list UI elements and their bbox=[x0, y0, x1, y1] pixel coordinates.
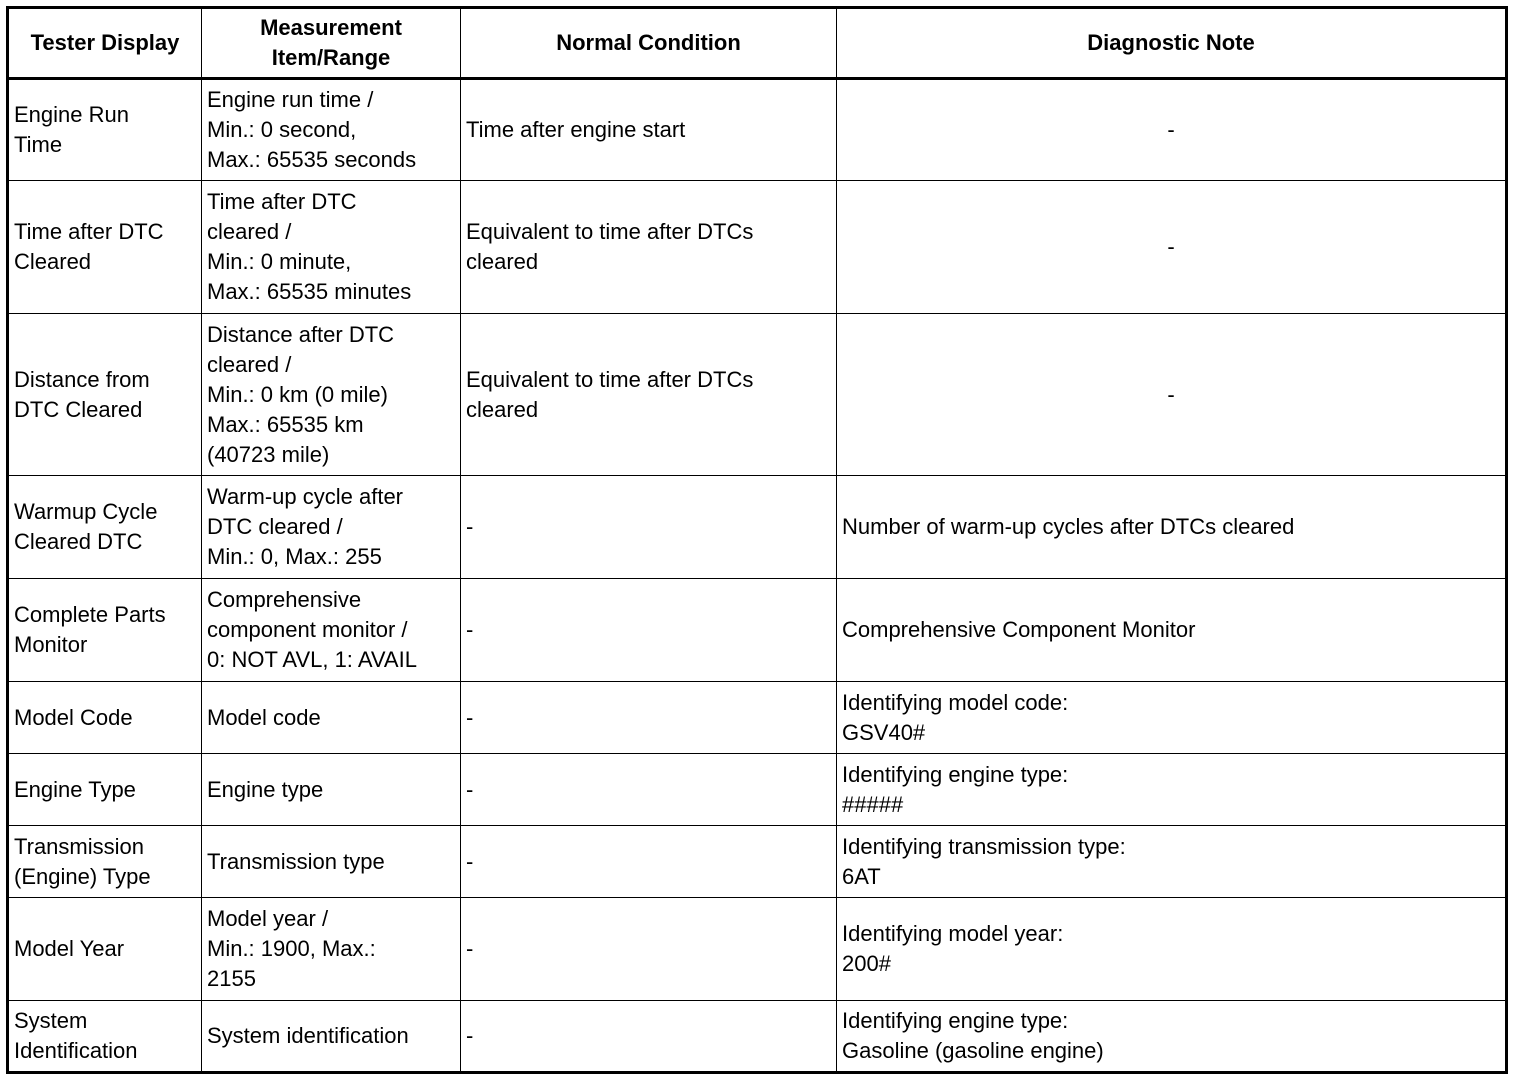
cell-tester-display: Warmup Cycle Cleared DTC bbox=[8, 476, 202, 579]
cell-normal-condition: - bbox=[461, 826, 837, 898]
cell-normal-condition: Equivalent to time after DTCs cleared bbox=[461, 181, 837, 314]
table-row bbox=[8, 181, 1507, 314]
table-row bbox=[8, 1001, 1507, 1073]
header-normal-condition: Normal Condition bbox=[461, 8, 837, 79]
header-measurement-item-range: Measurement Item/Range bbox=[202, 8, 461, 79]
cell-normal-condition: - bbox=[461, 754, 837, 826]
cell-tester-display: Time after DTC Cleared bbox=[8, 181, 202, 314]
cell-measurement: Distance after DTC cleared / Min.: 0 km (0 mile) Max.: 65535 km (40723 mile) bbox=[202, 314, 461, 476]
cell-tester-display: Model Code bbox=[8, 682, 202, 754]
cell-diagnostic-note: Identifying model code: GSV40# bbox=[837, 682, 1507, 754]
cell-measurement: Time after DTC cleared / Min.: 0 minute, Max.: 65535 minutes bbox=[202, 181, 461, 314]
cell-measurement: Engine type bbox=[202, 754, 461, 826]
table-row bbox=[8, 754, 1507, 826]
cell-normal-condition: - bbox=[461, 476, 837, 579]
header-row bbox=[8, 8, 1507, 79]
table-header bbox=[8, 8, 1507, 79]
cell-diagnostic-note: Number of warm-up cycles after DTCs cleared bbox=[837, 476, 1507, 579]
cell-tester-display: Complete Parts Monitor bbox=[8, 579, 202, 682]
cell-normal-condition: - bbox=[461, 898, 837, 1001]
cell-measurement: Comprehensive component monitor / 0: NOT AVL, 1: AVAIL bbox=[202, 579, 461, 682]
cell-normal-condition: - bbox=[461, 1001, 837, 1073]
cell-tester-display: Model Year bbox=[8, 898, 202, 1001]
cell-measurement: System identification bbox=[202, 1001, 461, 1073]
cell-tester-display: Distance from DTC Cleared bbox=[8, 314, 202, 476]
cell-tester-display: Engine Run Time bbox=[8, 79, 202, 181]
table-row bbox=[8, 898, 1507, 1001]
cell-diagnostic-note: Identifying model year: 200# bbox=[837, 898, 1507, 1001]
cell-diagnostic-note: - bbox=[837, 181, 1507, 314]
cell-tester-display: Transmission (Engine) Type bbox=[8, 826, 202, 898]
table-row bbox=[8, 579, 1507, 682]
cell-measurement: Model code bbox=[202, 682, 461, 754]
cell-diagnostic-note: Identifying engine type: Gasoline (gasoline engine) bbox=[837, 1001, 1507, 1073]
cell-diagnostic-note: - bbox=[837, 314, 1507, 476]
cell-measurement: Model year / Min.: 1900, Max.: 2155 bbox=[202, 898, 461, 1001]
cell-normal-condition: - bbox=[461, 682, 837, 754]
header-diagnostic-note: Diagnostic Note bbox=[837, 8, 1507, 79]
table-row bbox=[8, 476, 1507, 579]
cell-diagnostic-note: Comprehensive Component Monitor bbox=[837, 579, 1507, 682]
cell-normal-condition: Equivalent to time after DTCs cleared bbox=[461, 314, 837, 476]
cell-tester-display: System Identification bbox=[8, 1001, 202, 1073]
diagnostic-data-table bbox=[6, 6, 1508, 1074]
cell-tester-display: Engine Type bbox=[8, 754, 202, 826]
cell-normal-condition: - bbox=[461, 579, 837, 682]
cell-diagnostic-note: - bbox=[837, 79, 1507, 181]
cell-measurement: Engine run time / Min.: 0 second, Max.: 65535 seconds bbox=[202, 79, 461, 181]
cell-measurement: Transmission type bbox=[202, 826, 461, 898]
table-body bbox=[8, 79, 1507, 1073]
table-row bbox=[8, 826, 1507, 898]
table-row bbox=[8, 314, 1507, 476]
table-row bbox=[8, 682, 1507, 754]
table-row bbox=[8, 79, 1507, 181]
cell-normal-condition: Time after engine start bbox=[461, 79, 837, 181]
header-tester-display: Tester Display bbox=[8, 8, 202, 79]
cell-diagnostic-note: Identifying engine type: ##### bbox=[837, 754, 1507, 826]
cell-diagnostic-note: Identifying transmission type: 6AT bbox=[837, 826, 1507, 898]
cell-measurement: Warm-up cycle after DTC cleared / Min.: 0, Max.: 255 bbox=[202, 476, 461, 579]
